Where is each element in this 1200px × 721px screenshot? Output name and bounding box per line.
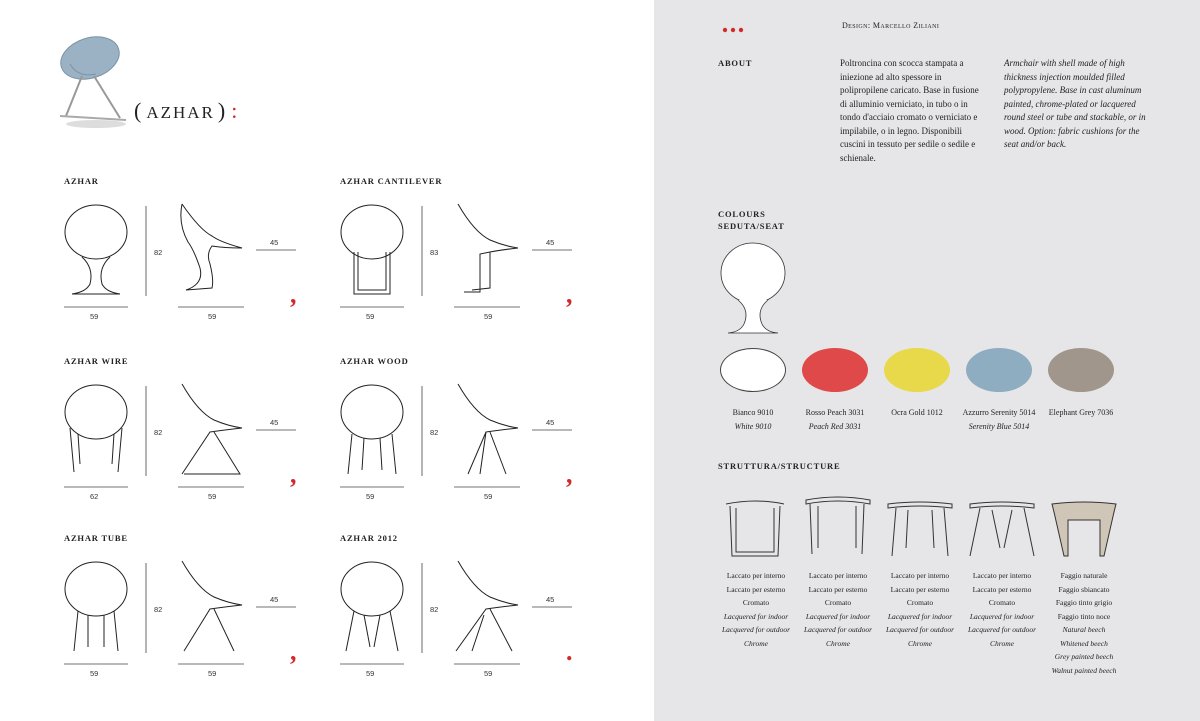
- front-view-seat: [341, 385, 403, 439]
- colour-name-it: Azzurro Serenity 5014: [962, 408, 1036, 417]
- red-punctuation: ,: [290, 460, 297, 489]
- about-italian: Poltroncina con scocca stampata a iniezione ad alto spessore in polipropilene caricato. Base in fusione di alluminio verniciato, in tubo o in tondo d'acciaio cromato o verniciato e impilabile, o in legno. Disponibili cuscini in tessuto per sedile o sedile e schienale.: [840, 58, 979, 163]
- variant-drawing: [340, 559, 580, 679]
- about-label: ABOUT: [718, 58, 753, 68]
- structure-line-it: Laccato per interno: [808, 571, 868, 580]
- variant-name: AZHAR TUBE: [64, 533, 128, 543]
- front-width-value: 59: [90, 669, 99, 678]
- side-width-value: 59: [208, 492, 217, 501]
- red-punctuation: ,: [290, 280, 297, 309]
- variant-block: [64, 356, 314, 506]
- structure-line-en: Whitened beech: [1060, 638, 1108, 648]
- structure-line-en: Lacquered for indoor: [887, 611, 953, 621]
- side-width-value: 59: [484, 492, 493, 501]
- structure-shape: [888, 502, 952, 556]
- structure-line-it: Cromato: [988, 598, 1016, 607]
- designer-credit: Design: Marcello Ziliani: [842, 21, 940, 30]
- front-view-base: [74, 611, 118, 651]
- colour-name-it: Elephant Grey 7036: [1048, 408, 1114, 417]
- side-width-value: 59: [208, 669, 217, 678]
- front-view-seat: [341, 562, 403, 616]
- hero-chair-image: [48, 34, 128, 134]
- height-value: 82: [154, 605, 163, 614]
- side-width-value: 59: [208, 312, 217, 321]
- structure-line-it: Cromato: [824, 598, 852, 607]
- seat-shape-diagram: [718, 240, 788, 336]
- side-view-chair: [181, 204, 242, 290]
- structure-line-it: Cromato: [906, 598, 934, 607]
- variant-drawing: [64, 559, 304, 679]
- variant-block: [340, 533, 590, 683]
- colour-name-en: Peach Red 3031: [808, 422, 862, 431]
- page-title: [134, 98, 239, 124]
- structure-line-en: Lacquered for outdoor: [721, 625, 791, 634]
- variant-block: [64, 533, 314, 683]
- side-view-chair: [182, 561, 242, 651]
- colour-swatch: [802, 348, 868, 392]
- side-width-value: 59: [484, 312, 493, 321]
- red-punctuation: .: [566, 637, 573, 666]
- red-punctuation: ,: [566, 280, 573, 309]
- structure-line-en: Chrome: [744, 638, 768, 648]
- structure-diagram: [804, 496, 874, 562]
- colours-label: [718, 208, 785, 232]
- side-width-value: 59: [484, 669, 493, 678]
- colour-swatch: [720, 348, 786, 392]
- structure-shape: [806, 497, 870, 554]
- structure-diagram: [722, 496, 792, 562]
- height-value: 82: [154, 248, 163, 257]
- variant-drawing: [340, 202, 580, 322]
- structure-line-en: Lacquered for indoor: [805, 611, 871, 621]
- colour-name-it: Ocra Gold 1012: [891, 408, 943, 417]
- structure-line-en: Lacquered for indoor: [723, 611, 789, 621]
- seat-height-value: 45: [546, 238, 555, 247]
- front-width-value: 59: [366, 492, 375, 501]
- structure-label: STRUTTURA/STRUCTURE: [718, 461, 841, 471]
- seat-height-value: 45: [546, 418, 555, 427]
- height-value: 82: [430, 605, 439, 614]
- height-value: 83: [430, 248, 439, 257]
- structure-line-it: Laccato per esterno: [972, 584, 1032, 594]
- side-view-chair: [458, 204, 518, 292]
- variant-name: AZHAR 2012: [340, 533, 398, 543]
- front-view-seat: [65, 385, 127, 439]
- structure-line-it: Laccato per interno: [726, 571, 786, 580]
- structure-line-en: Lacquered for outdoor: [967, 625, 1037, 634]
- seat-height-value: 45: [270, 595, 279, 604]
- structure-line-it: Laccato per esterno: [890, 584, 950, 594]
- colour-name-en: White 9010: [734, 422, 772, 431]
- structure-line-en: Chrome: [908, 638, 932, 648]
- front-view-seat: [341, 205, 403, 259]
- structure-line-it: Laccato per esterno: [726, 584, 786, 594]
- height-value: 82: [430, 428, 439, 437]
- structure-line-it: Faggio naturale: [1060, 571, 1108, 580]
- structure-line-en: Chrome: [990, 638, 1014, 648]
- colours-label-1: COLOURS: [718, 209, 766, 219]
- front-view-seat: [65, 562, 127, 616]
- variant-drawing: [340, 382, 580, 502]
- structure-shape: [726, 501, 784, 556]
- front-width-value: 59: [366, 312, 375, 321]
- colour-name-it: Rosso Peach 3031: [805, 408, 865, 417]
- structure-diagram: [1050, 496, 1120, 562]
- variant-block: [64, 176, 314, 326]
- structure-line-it: Faggio sbiancato: [1058, 584, 1110, 594]
- structure-line-it: Cromato: [742, 598, 770, 607]
- structure-line-en: Natural beech: [1062, 625, 1106, 634]
- variant-name: AZHAR WOOD: [340, 356, 409, 366]
- front-view-seat: [65, 205, 127, 259]
- variant-block: [340, 356, 590, 506]
- structure-line-en: Lacquered for outdoor: [885, 625, 955, 634]
- front-view-base: [72, 257, 120, 294]
- structure-diagram: [886, 496, 956, 562]
- about-english: Armchair with shell made of high thickness injection moulded filled polypropylene. Base in cast aluminum painted, chrome-plated or lacquered round steel or tube and stackable, or in wood. Option: fabric cushions for the seat and/or back.: [1004, 58, 1146, 149]
- right-page: [654, 0, 1200, 721]
- variant-drawing: [64, 202, 304, 322]
- structure-line-it: Laccato per interno: [972, 571, 1032, 580]
- front-width-value: 62: [90, 492, 99, 501]
- height-value: 82: [154, 428, 163, 437]
- red-punctuation: ,: [566, 460, 573, 489]
- title-paren-close: ): [217, 98, 228, 123]
- front-view-base: [354, 252, 390, 294]
- side-view-chair: [182, 384, 242, 474]
- variant-name: AZHAR WIRE: [64, 356, 129, 366]
- colour-name-en: Serenity Blue 5014: [968, 422, 1030, 431]
- variant-name: AZHAR: [64, 176, 99, 186]
- front-width-value: 59: [90, 312, 99, 321]
- colours-label-2: SEDUTA/SEAT: [718, 221, 785, 231]
- structure-diagram: [968, 496, 1038, 562]
- structure-shape: [1052, 502, 1116, 556]
- seat-height-value: 45: [270, 238, 279, 247]
- structure-line-en: Lacquered for indoor: [969, 611, 1035, 621]
- structure-line-en: Chrome: [826, 638, 850, 648]
- structure-line-it: Laccato per interno: [890, 571, 950, 580]
- red-punctuation: ,: [290, 637, 297, 666]
- colour-swatch: [1048, 348, 1114, 392]
- colour-name-it: Bianco 9010: [732, 408, 774, 417]
- title-text: AZHAR: [146, 103, 215, 122]
- variant-block: [340, 176, 590, 326]
- seat-height-value: 45: [270, 418, 279, 427]
- front-width-value: 59: [366, 669, 375, 678]
- structure-line-it: Faggio tinto grigio: [1055, 598, 1113, 607]
- structure-line-it: Faggio tinto noce: [1057, 611, 1111, 621]
- colour-swatch: [884, 348, 950, 392]
- front-view-base: [346, 611, 398, 651]
- variant-drawing: [64, 382, 304, 502]
- side-view-chair: [456, 561, 518, 651]
- variant-name: AZHAR CANTILEVER: [340, 176, 443, 186]
- structure-line-it: Laccato per esterno: [808, 584, 868, 594]
- red-dots: [722, 20, 752, 39]
- side-view-chair: [458, 384, 518, 474]
- front-view-base: [70, 428, 122, 472]
- structure-line-en: Grey painted beech: [1054, 652, 1114, 661]
- structure-line-en: Lacquered for outdoor: [803, 625, 873, 634]
- front-view-base: [348, 434, 396, 474]
- seat-height-value: 45: [546, 595, 555, 604]
- structure-shape: [970, 502, 1034, 556]
- title-colon: :: [231, 98, 240, 123]
- title-paren-open: (: [134, 98, 144, 123]
- structure-line-en: Walnut painted beech: [1051, 665, 1117, 675]
- colour-swatch: [966, 348, 1032, 392]
